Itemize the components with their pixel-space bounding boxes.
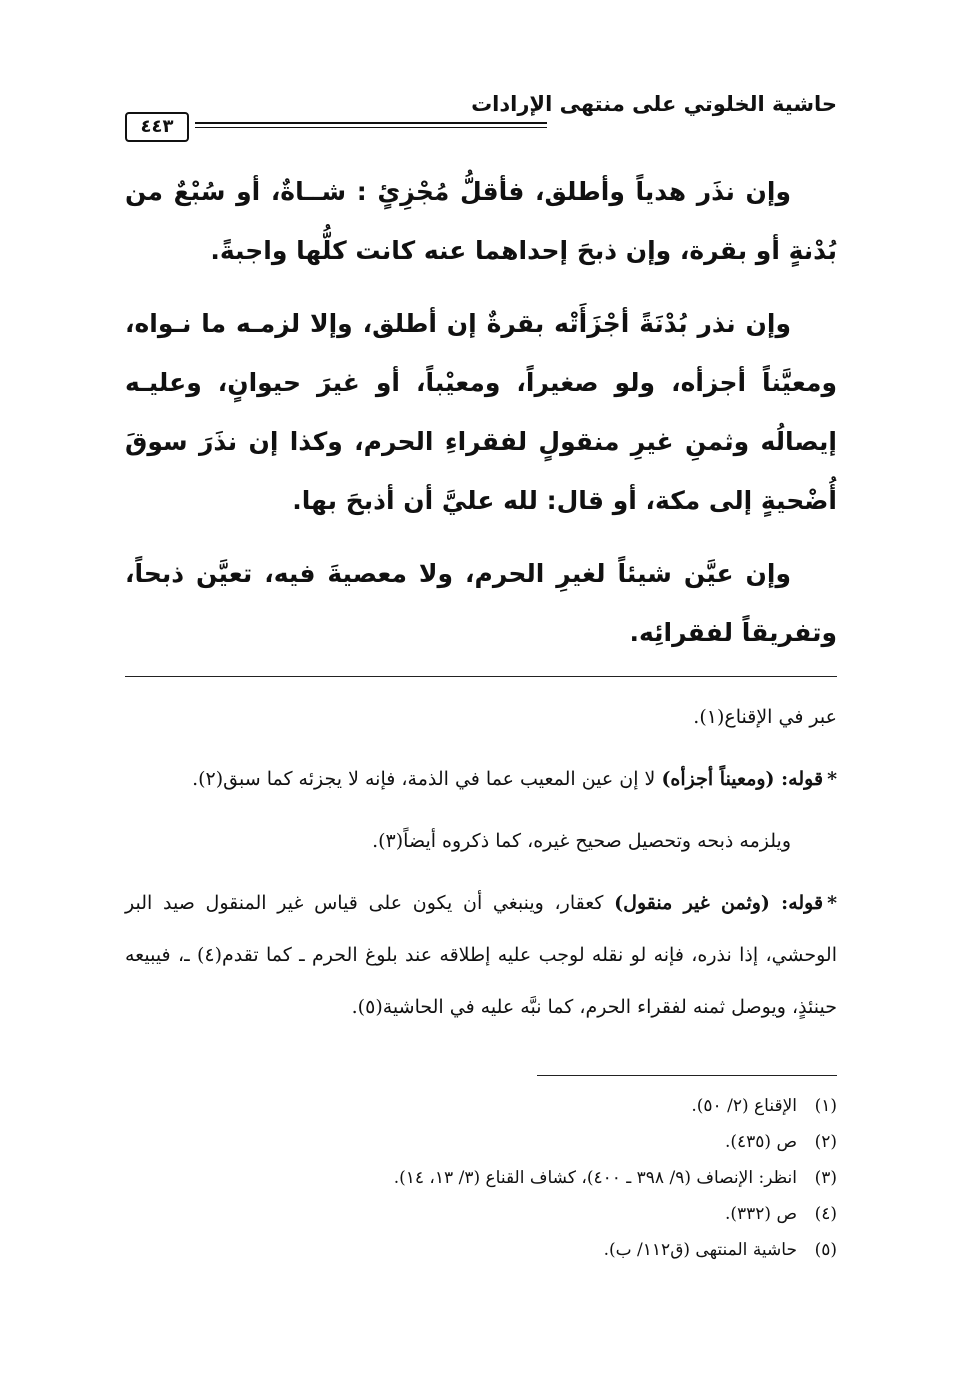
footnote-rule [537, 1075, 837, 1076]
matn-paragraph: وإن نذَر هدياً وأطلق، فأقلُّ مُجْزِئٍ : شــاةٌ، أو سُبْعٌ من بُدْنةٍ أو بقرة، وإن ذبحَ إحداهما عنه كانت كلُّها واجبةً. [125, 177, 837, 265]
footnote-item [125, 1088, 837, 1124]
footnote-item [125, 1232, 837, 1268]
commentary-paragraph: ويلزمه ذبحه وتحصيل صحيح غيره، كما ذكروه أيضاً(٣). [372, 830, 791, 852]
running-title: حاشية الخلوتي على منتهى الإرادات [471, 92, 837, 116]
footnote-number: (١) [814, 1096, 837, 1116]
footnote-text: الإقناع (٢/ ٥٠). [691, 1096, 797, 1116]
footnote-item [125, 1124, 837, 1160]
asterisk-marker: * [827, 768, 837, 790]
commentary-paragraph: عبر في الإقناع(١). [693, 706, 837, 728]
footnote-number: (٣) [814, 1168, 837, 1188]
page-number: ٤٤٣ [125, 112, 189, 142]
matn-paragraph: وإن نذر بُدْنَةً أجْزَأَتْه بقرةٌ إن أطلق، وإلا لزمـه ما نـواه، ومعيَّناً أجزأه، ولو صغيراً، ومعيْباً، أو غيرَ حيوانٍ، وعليـه إيصالُه وثمنِ غيرِ منقولٍ لفقراءِ الحرم، وكذا إن نذَرَ سوقَ أُضْحيةٍ إلى مكة، أو قال: لله عليَّ أن أذبحَ بها. [125, 309, 837, 515]
footnotes [125, 1088, 837, 1268]
header-rule [195, 122, 547, 128]
matn-sharh-separator [125, 676, 837, 677]
footnote-text: انظر: الإنصاف (٩/ ٣٩٨ ـ ٤٠٠)، كشاف القناع (٣/ ١٣، ١٤). [393, 1168, 797, 1188]
commentary-lemma: قوله: (ومعيناً أجزأه) [661, 768, 824, 790]
matn-paragraph: وإن عيَّن شيئاً لغيرِ الحرم، ولا معصيةَ فيه، تعيَّن ذبحاً، وتفريقاً لفقرائِه. [125, 559, 837, 647]
footnote-text: ص (٣٣٢). [724, 1204, 797, 1224]
commentary-text: كعقار، وينبغي أن يكون على قياس غير المنقول صيد البر الوحشي، إذا نذره، فإنه لو نقله لوجب عليه إطلاقه عند بلوغ الحرم ـ كما تقدم(٤) ـ، فيبيعه حينئذٍ، ويوصل ثمنه لفقراء الحرم، كما نبَّه عليه في الحاشية(٥). [125, 892, 837, 1018]
matn-text [125, 162, 837, 662]
asterisk-marker: * [827, 892, 837, 914]
footnote-number: (٢) [814, 1132, 837, 1152]
footnote-number: (٥) [814, 1240, 837, 1260]
commentary [125, 691, 837, 1033]
page-header [125, 80, 837, 140]
commentary-text: لا إن عين المعيب عما في الذمة، فإنه لا يجزئه كما سبق(٢). [192, 768, 662, 790]
footnote-text: ص (٤٣٥). [724, 1132, 797, 1152]
footnote-number: (٤) [814, 1204, 837, 1224]
book-page [125, 80, 837, 1340]
commentary-paragraph [125, 877, 837, 1033]
footnote-item [125, 1160, 837, 1196]
footnote-item [125, 1196, 837, 1232]
commentary-lemma: قوله: (وثمن غير منقول) [614, 892, 824, 914]
footnote-text: حاشية المنتهى (ق١١٢/ ب). [603, 1240, 797, 1260]
commentary-paragraph [125, 753, 837, 805]
